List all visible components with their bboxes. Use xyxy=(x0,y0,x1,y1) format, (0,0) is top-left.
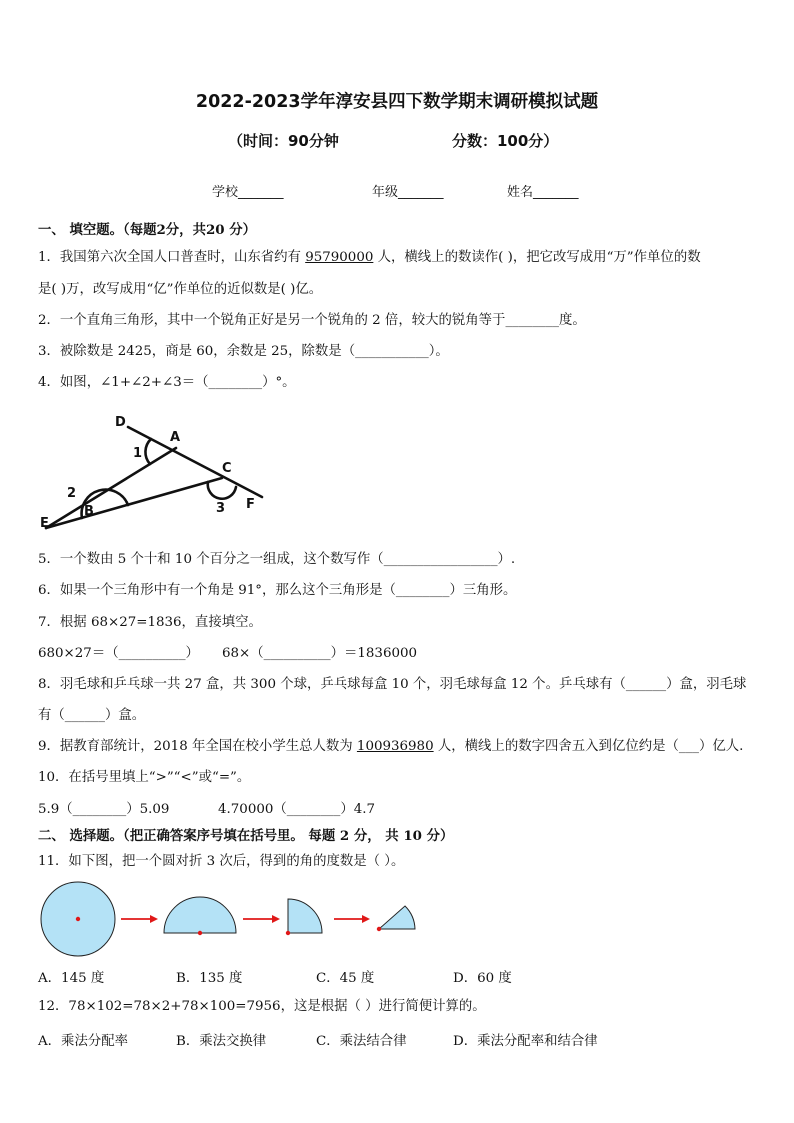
label-f: F xyxy=(246,497,255,512)
section1-header: 一、 填空题。（每题2分，共20 分） xyxy=(38,222,257,238)
question-10: 10．在括号里填上“>”“<”或“=”。 xyxy=(38,770,251,785)
label-angle-3: 3 xyxy=(216,501,226,516)
quarter-circle xyxy=(288,899,322,933)
arrow-3-head xyxy=(362,915,370,923)
question-8: 8．羽毛球和乒乓球一共 27 盒，共 300 个球，乒乓球每盒 10 个，羽毛球每盒 12 个。乒乓球有（______）盒，羽毛球 xyxy=(38,677,747,692)
q12-option-d[interactable]: D．乘法分配率和结合律 xyxy=(453,1034,598,1049)
q1-underlined-number: 95790000 xyxy=(305,250,374,265)
q1-text-a: 1．我国第六次全国人口普查时，山东省约有 xyxy=(38,250,306,265)
label-d: D xyxy=(115,415,126,430)
question-8-line2: 有（______）盒。 xyxy=(38,708,146,723)
q11-option-b[interactable]: B．135 度 xyxy=(176,971,243,986)
q11-option-a[interactable]: A．145 度 xyxy=(38,971,105,986)
name-field: 姓名_______ xyxy=(507,185,579,200)
label-b: B xyxy=(84,504,94,519)
question-7: 7．根据 68×27=1836，直接填空。 xyxy=(38,615,262,630)
question-1-line2: 是( )万，改写成用“亿”作单位的近似数是( )亿。 xyxy=(38,282,323,297)
school-field: 学校_______ xyxy=(212,185,284,200)
question-10-part-a: 5.9（________）5.09 xyxy=(38,802,170,817)
q1-text-b: 人，横线上的数读作( )，把它改写成用“万”作单位的数 xyxy=(373,250,701,265)
question-6: 6．如果一个三角形中有一个角是 91°，那么这个三角形是（________）三角形。 xyxy=(38,583,517,598)
arrow-2-head xyxy=(272,915,280,923)
label-angle-2: 2 xyxy=(67,486,77,501)
question-10-part-b: 4.70000（________）4.7 xyxy=(218,802,376,817)
arrow-1-head xyxy=(150,915,158,923)
half-circle xyxy=(164,897,236,933)
q12-option-c[interactable]: C．乘法结合律 xyxy=(316,1034,407,1049)
grade-field: 年级_______ xyxy=(372,185,444,200)
angle-1-arc xyxy=(145,439,151,464)
label-angle-1: 1 xyxy=(133,446,143,461)
score-label: 分数：100分） xyxy=(452,132,559,150)
q12-option-a[interactable]: A．乘法分配率 xyxy=(38,1034,129,1049)
q11-option-d[interactable]: D．60 度 xyxy=(453,971,512,986)
question-12: 12．78×102=78×2+78×100=7956，这是根据（ ）进行简便计算的。 xyxy=(38,999,486,1014)
label-e: E xyxy=(40,516,49,531)
center-dot-3 xyxy=(286,931,290,935)
label-a: A xyxy=(170,430,181,445)
question-7-part-a: 680×27＝（__________） xyxy=(38,646,199,661)
q9-text-b: 人，横线上的数字四舍五入到亿位约是（___）亿人. xyxy=(433,739,744,754)
question-7-part-b: 68×（__________）＝1836000 xyxy=(222,646,418,661)
question-4: 4．如图，∠1+∠2+∠3＝（________）°。 xyxy=(38,375,296,390)
label-c: C xyxy=(222,461,232,476)
question-9 xyxy=(38,738,743,756)
center-dot-1 xyxy=(76,917,80,921)
question-5: 5．一个数由 5 个十和 10 个百分之一组成，这个数写作（_________________）. xyxy=(38,552,516,567)
question-11: 11．如下图，把一个圆对折 3 次后，得到的角的度数是（ ）。 xyxy=(38,854,405,869)
q12-option-b[interactable]: B．乘法交换律 xyxy=(176,1034,267,1049)
angle-3-arc xyxy=(208,482,236,499)
time-label: （时间：90分钟 xyxy=(228,132,339,150)
center-dot-2 xyxy=(198,931,202,935)
center-dot-4 xyxy=(377,927,381,931)
section2-header: 二、 选择题。（把正确答案序号填在括号里。 每题 2 分， 共 10 分） xyxy=(38,828,454,844)
q9-text-a: 9．据教育部统计，2018 年全国在校小学生总人数为 xyxy=(38,739,357,754)
fold-figure xyxy=(41,882,415,956)
eighth-circle xyxy=(379,906,415,929)
question-3: 3．被除数是 2425，商是 60，余数是 25，除数是（___________）。 xyxy=(38,344,449,359)
page-title: 2022-2023学年淳安县四下数学期末调研模拟试题 xyxy=(195,92,599,112)
q11-option-c[interactable]: C．45 度 xyxy=(316,971,375,986)
question-2: 2．一个直角三角形，其中一个锐角正好是另一个锐角的 2 倍，较大的锐角等于________度。 xyxy=(38,313,586,328)
q9-underlined-number: 100936980 xyxy=(356,739,434,754)
line-e-a xyxy=(46,448,176,528)
